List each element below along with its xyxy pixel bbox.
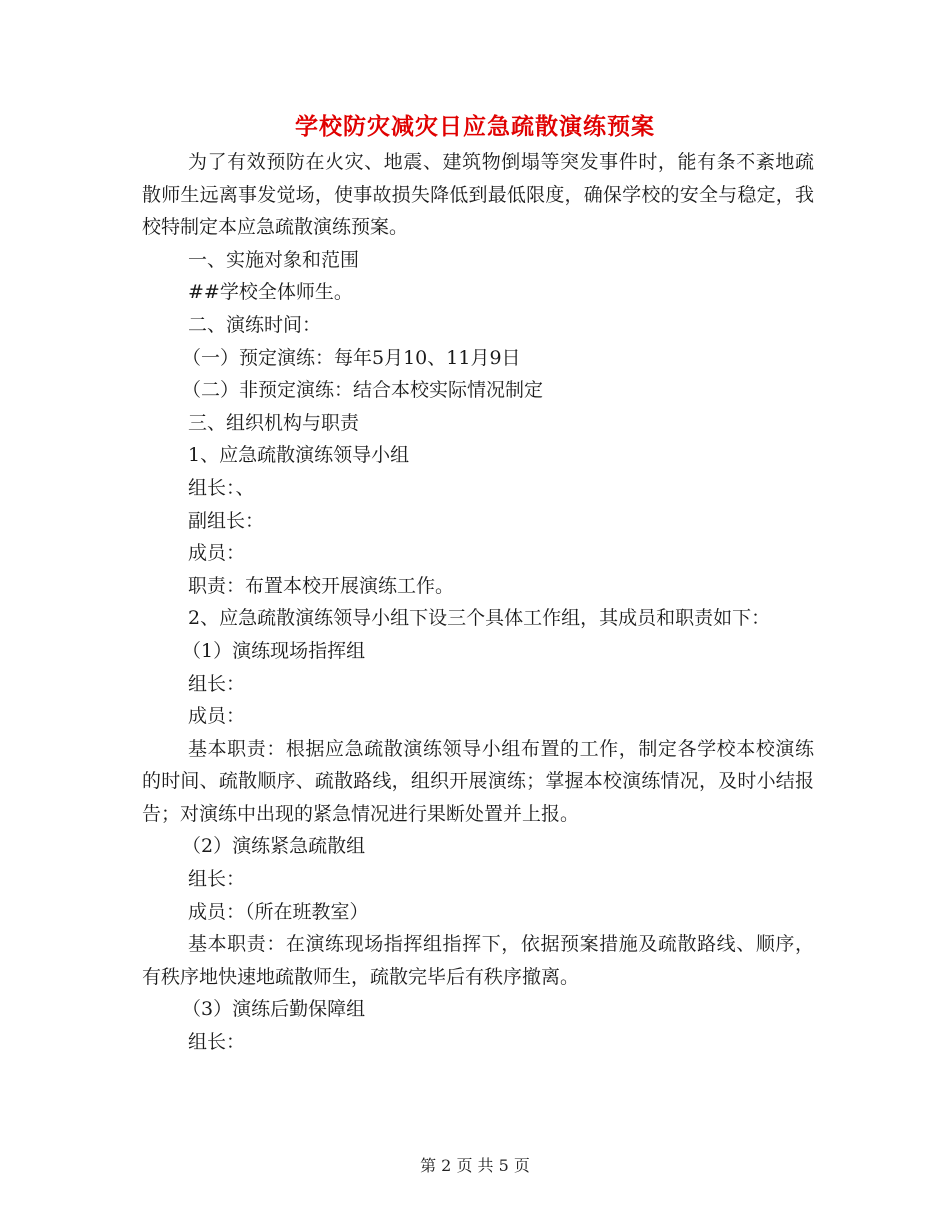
paragraph-command-members: 成员： [188,705,246,728]
heading-scope: 一、实施对象和范围 [188,248,360,271]
paragraph-scope: ##学校全体师生。 [188,281,353,304]
paragraph-planned-drill: （一）预定演练：每年5月10、11月9日 [182,346,521,369]
document-title: 学校防灾减灾日应急疏散演练预案 [295,113,655,140]
subheading-logistics-group: （3）演练后勤保障组 [182,998,366,1021]
paragraph-leader: 组长：、 [188,476,255,499]
paragraph-deputy-leader: 副组长： [188,509,265,532]
paragraph-evacuation-duties: 基本职责：在演练现场指挥组指挥下，依据预案措施及疏散路线、顺序，有秩序地快速地疏散师生，疏散完毕后有秩序撤离。 [142,933,814,988]
paragraph-evacuation-members: 成员：（所在班教室） [188,900,369,923]
subheading-work-groups: 2、应急疏散演练领导小组下设三个具体工作组，其成员和职责如下： [188,607,771,630]
page-footer: 第 2 页 共 5 页 [420,1156,530,1175]
subheading-command-group: （1）演练现场指挥组 [182,639,366,662]
paragraph-intro: 为了有效预防在火灾、地震、建筑物倒塌等突发事件时，能有条不紊地疏散师生远离事发觉场，使事故损失降低到最低限度，确保学校的安全与稳定，我校特制定本应急疏散演练预案。 [142,151,814,239]
paragraph-command-leader: 组长： [188,672,246,695]
paragraph-members: 成员： [188,542,246,565]
heading-time: 二、演练时间： [188,313,322,336]
subheading-leadership-group: 1、应急疏散演练领导小组 [188,444,410,467]
paragraph-command-duties: 基本职责：根据应急疏散演练领导小组布置的工作，制定各学校本校演练的时间、疏散顺序、疏散路线，组织开展演练；掌握本校演练情况，及时小结报告；对演练中出现的紧急情况进行果断处置并上报。 [142,737,814,825]
paragraph-logistics-leader: 组长： [188,1031,246,1054]
heading-organization: 三、组织机构与职责 [188,411,360,434]
paragraph-duties: 职责：布置本校开展演练工作。 [188,574,455,597]
paragraph-evacuation-leader: 组长： [188,868,246,891]
subheading-evacuation-group: （2）演练紧急疏散组 [182,835,366,858]
paragraph-unplanned-drill: （二）非预定演练：结合本校实际情况制定 [182,379,544,402]
document-body [142,146,814,1059]
